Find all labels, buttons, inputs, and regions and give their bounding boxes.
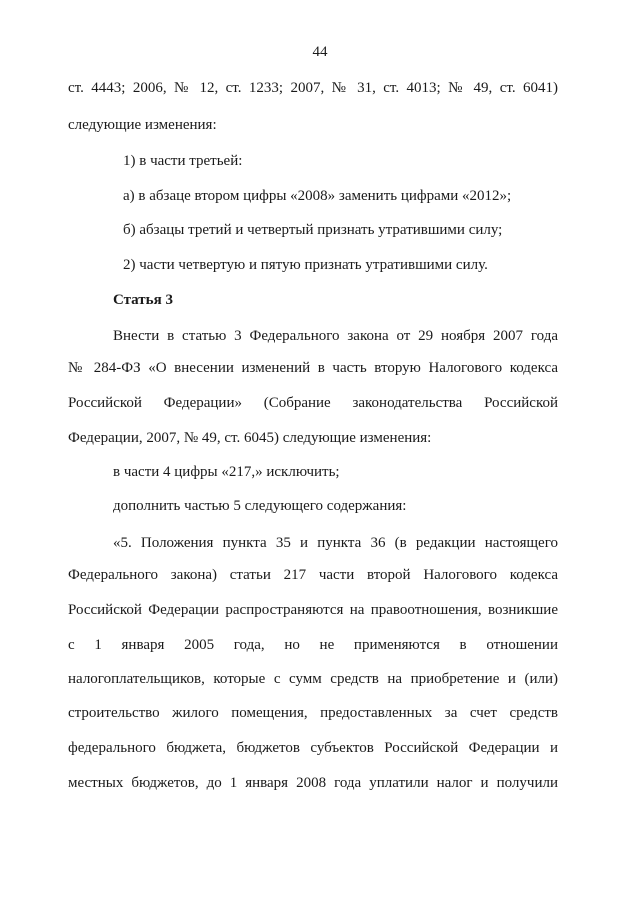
text-line: в части 4 цифры «217,» исключить; <box>113 464 340 480</box>
text-line: дополнить частью 5 следующего содержания: <box>113 498 407 514</box>
text-line: местных бюджетов, до 1 января 2008 года уплатили налог и получили <box>68 775 558 791</box>
text-line: следующие изменения: <box>68 117 217 133</box>
text-line: налогоплательщиков, которые с сумм средств на приобретение и (или) <box>68 671 558 687</box>
text-line: ст. 4443; 2006, № 12, ст. 1233; 2007, № 31, ст. 4013; № 49, ст. 6041) <box>68 80 558 96</box>
text-line: с 1 января 2005 года, но не применяются в отношении <box>68 637 558 653</box>
article-heading: Статья 3 <box>113 292 173 308</box>
text-line: «5. Положения пункта 35 и пункта 36 (в редакции настоящего <box>113 535 558 551</box>
list-item: а) в абзаце втором цифры «2008» заменить цифрами «2012»; <box>123 188 512 204</box>
text-line: № 284-ФЗ «О внесении изменений в часть вторую Налогового кодекса <box>68 360 558 376</box>
text-line: федерального бюджета, бюджетов субъектов Российской Федерации и <box>68 740 558 756</box>
text-line: Внести в статью 3 Федерального закона от 29 ноября 2007 года <box>113 328 558 344</box>
list-item: б) абзацы третий и четвертый признать утратившими силу; <box>123 222 503 238</box>
list-item: 1) в части третьей: <box>123 153 243 169</box>
text-line: Федерального закона) статьи 217 части второй Налогового кодекса <box>68 567 558 583</box>
text-line: Российской Федерации» (Собрание законодательства Российской <box>68 395 558 411</box>
text-line: строительство жилого помещения, предоставленных за счет средств <box>68 705 558 721</box>
text-line: Российской Федерации распространяются на правоотношения, возникшие <box>68 602 558 618</box>
text-line: Федерации, 2007, № 49, ст. 6045) следующие изменения: <box>68 430 432 446</box>
page-number: 44 <box>312 44 328 60</box>
list-item: 2) части четвертую и пятую признать утратившими силу. <box>123 257 488 273</box>
